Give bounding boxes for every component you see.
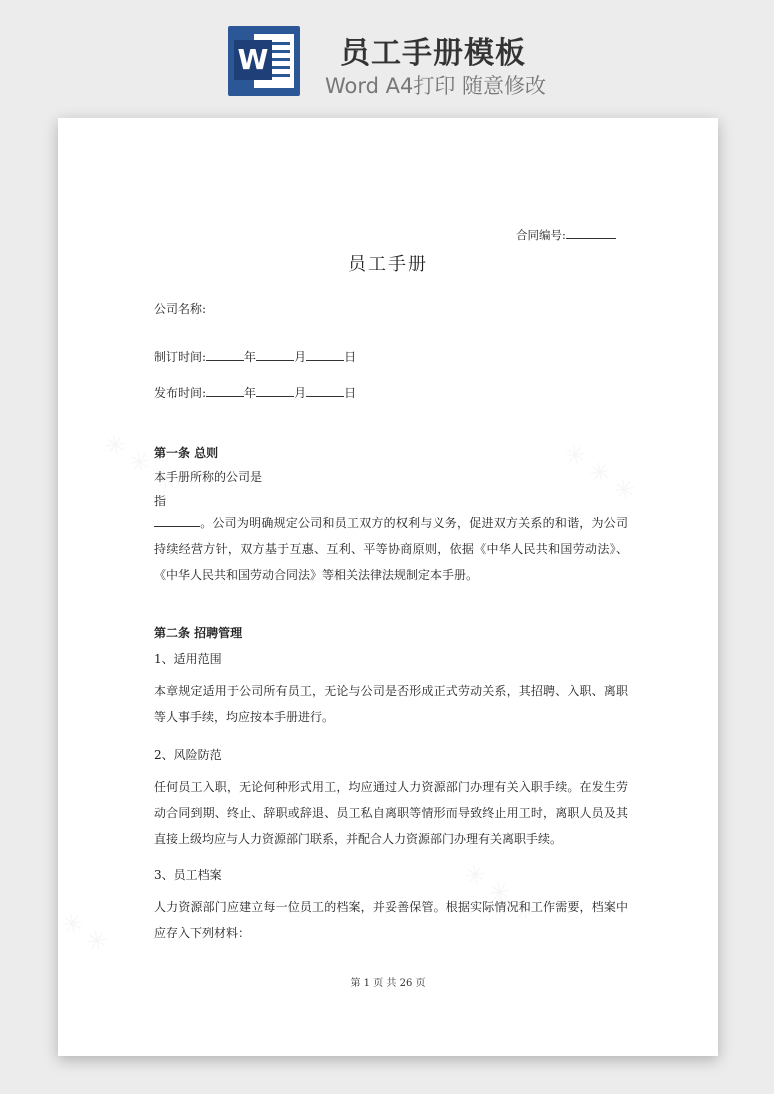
section-1-line: 指 — [154, 494, 167, 508]
word-logo-letter: W — [234, 40, 272, 80]
publish-date-label: 发布时间: — [154, 386, 207, 400]
section-2-paragraph: 本章规定适用于公司所有员工，无论与公司是否形成正式劳动关系，其招聘、入职、离职等人事手续，均应按本手册进行。 — [154, 684, 628, 724]
year-label: 年 — [244, 386, 257, 400]
contract-number-label: 合同编号: — [516, 228, 566, 242]
watermark-mark — [97, 427, 181, 499]
publish-date — [154, 384, 356, 401]
year-blank[interactable] — [206, 348, 244, 361]
watermark-mark — [58, 906, 114, 960]
day-blank[interactable] — [306, 384, 344, 397]
page-footer: 第 1 页 共 26 页 — [350, 978, 426, 989]
section-1-text: 。公司为明确规定公司和员工双方的权利与义务，促进双方关系的和谐，为公司持续经营方针，双方基于互惠、互利、平等协商原则，依据《中华人民共和国劳动法》、《中华人民共和国劳动合同法》等相关法律法规制定本手册。 — [154, 516, 628, 582]
year-label: 年 — [244, 350, 257, 364]
section-1-line: 本手册所称的公司是 — [154, 470, 263, 484]
contract-number — [516, 226, 616, 243]
company-name-label: 公司名称: — [154, 302, 207, 316]
subsection-heading: 2、风险防范 — [154, 748, 222, 762]
month-label: 月 — [294, 350, 307, 364]
year-blank[interactable] — [206, 384, 244, 397]
contract-number-blank[interactable] — [566, 226, 616, 239]
banner-title: 员工手册模板 — [340, 36, 526, 71]
day-label: 日 — [344, 350, 357, 364]
company-blank[interactable] — [154, 514, 200, 527]
month-blank[interactable] — [256, 348, 294, 361]
document-title: 员工手册 — [348, 254, 428, 275]
word-logo-icon — [228, 26, 300, 96]
month-label: 月 — [294, 386, 307, 400]
formulate-date-label: 制订时间: — [154, 350, 207, 364]
section-2-heading: 第二条 招聘管理 — [154, 626, 243, 640]
formulate-date — [154, 348, 356, 365]
subsection-heading: 1、适用范围 — [154, 652, 222, 666]
month-blank[interactable] — [256, 384, 294, 397]
watermark-mark — [557, 437, 641, 509]
subsection-heading: 3、员工档案 — [154, 868, 222, 882]
day-blank[interactable] — [306, 348, 344, 361]
banner-subtitle: Word A4打印 随意修改 — [325, 74, 547, 98]
template-banner — [0, 0, 774, 110]
day-label: 日 — [344, 386, 357, 400]
section-1-heading: 第一条 总则 — [154, 446, 219, 460]
document-page — [58, 118, 718, 1056]
section-2-paragraph: 任何员工入职，无论何种形式用工，均应通过人力资源部门办理有关入职手续。在发生劳动合同到期、终止、辞职或辞退、员工私自离职等情形而导致终止用工时，离职人员及其直接上级均应与人力资源部门联系，并配合人力资源部门办理有关离职手续。 — [154, 780, 628, 846]
section-1-paragraph — [154, 510, 628, 588]
section-2-paragraph: 人力资源部门应建立每一位员工的档案，并妥善保管。根据实际情况和工作需要，档案中应存入下列材料： — [154, 900, 628, 940]
